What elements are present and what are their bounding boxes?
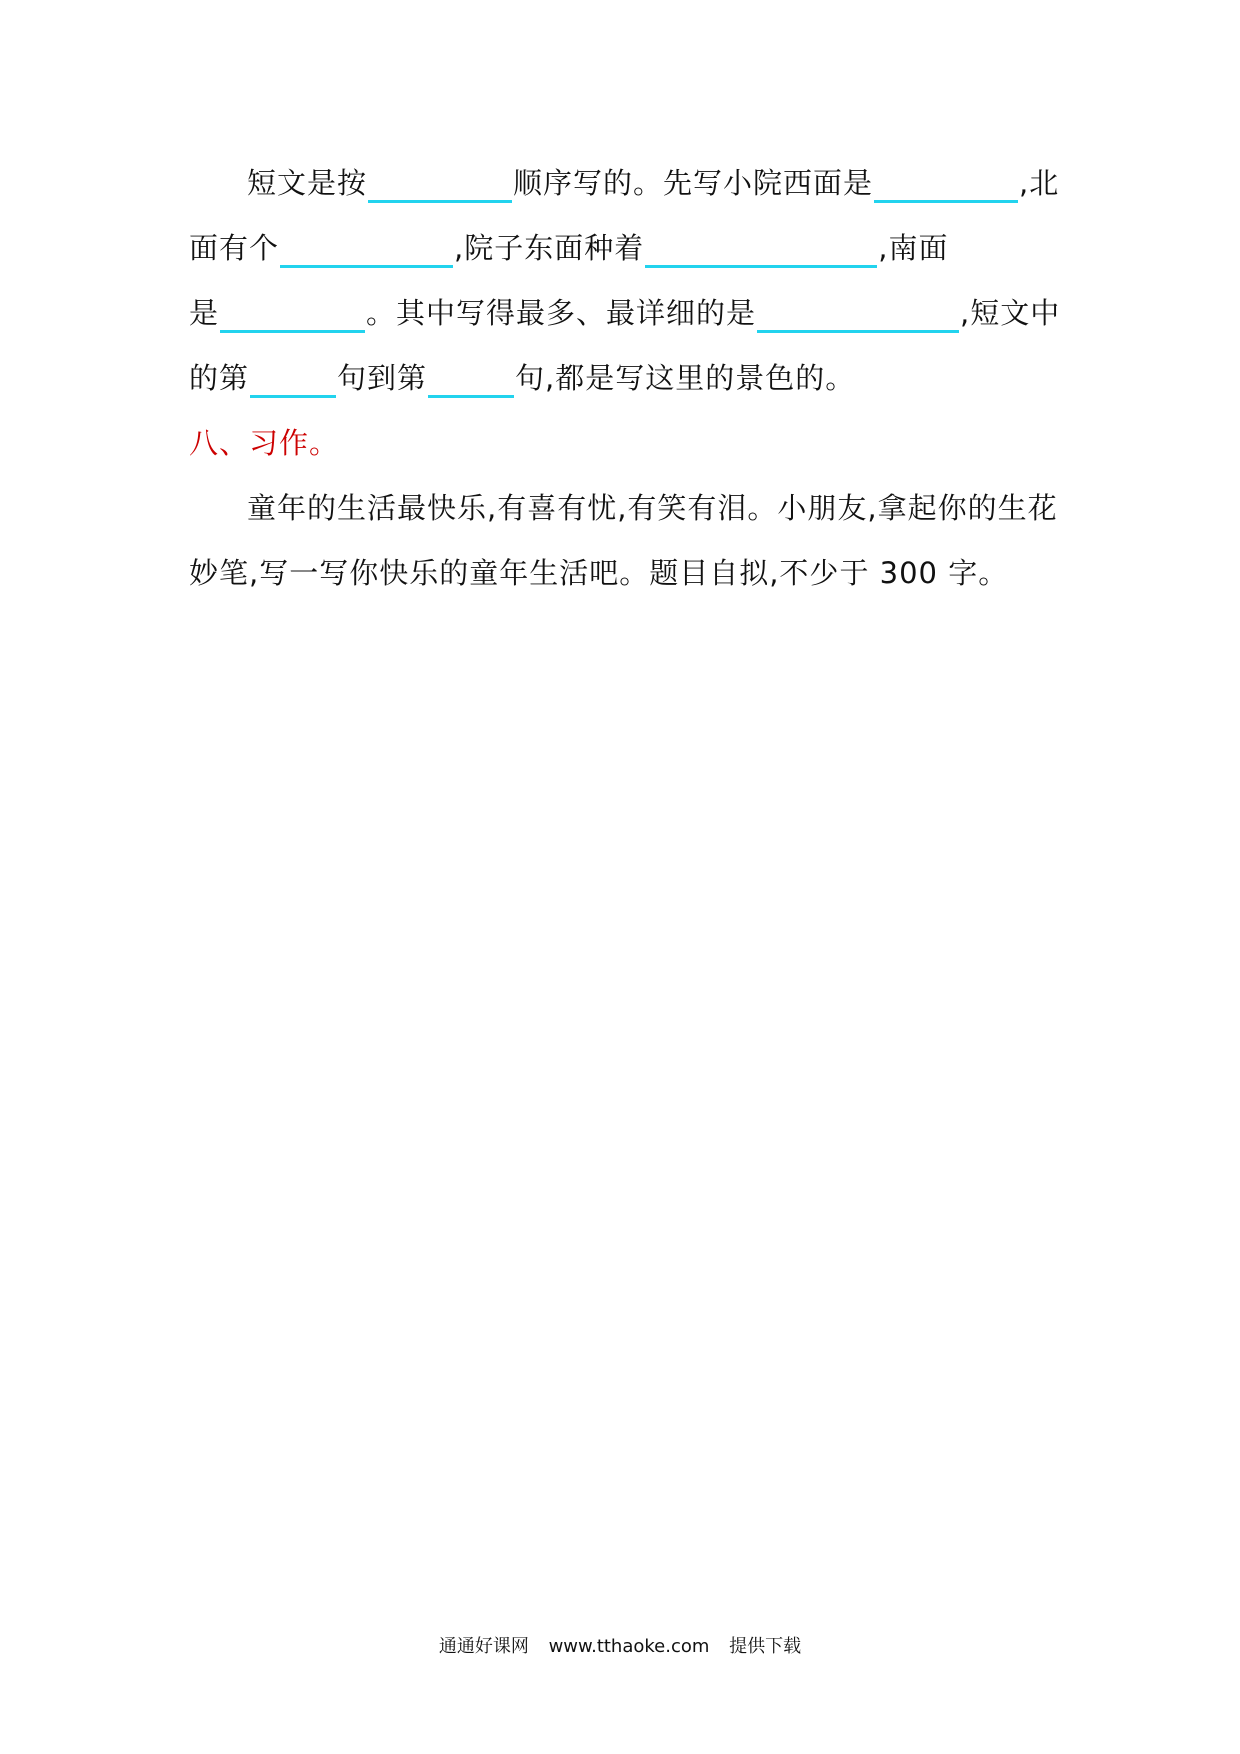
text-segment: 句到第 bbox=[337, 361, 428, 395]
text-segment: 顺序写的。先写小院西面是 bbox=[513, 166, 874, 200]
footer-suffix: 提供下载 bbox=[729, 1636, 802, 1657]
page-footer bbox=[0, 1635, 1240, 1659]
prompt-line-2: 妙笔,写一写你快乐的童年生活吧。题目自拟,不少于 300 字。 bbox=[189, 556, 1009, 590]
answer-blank[interactable] bbox=[220, 300, 365, 333]
text-segment: ,北 bbox=[1019, 166, 1060, 200]
text-segment: ,短文中 bbox=[960, 296, 1061, 330]
fill-in-line-4 bbox=[189, 358, 855, 398]
fill-in-line-2 bbox=[189, 228, 948, 268]
text-segment: 是 bbox=[189, 296, 220, 330]
answer-blank[interactable] bbox=[428, 365, 514, 398]
text-segment: 的第 bbox=[189, 361, 250, 395]
fill-in-line-1 bbox=[247, 163, 1059, 203]
answer-blank[interactable] bbox=[280, 235, 453, 268]
answer-blank[interactable] bbox=[368, 170, 512, 203]
fill-in-line-3 bbox=[189, 293, 1060, 333]
text-segment: ,南面 bbox=[878, 231, 949, 265]
answer-blank[interactable] bbox=[250, 365, 336, 398]
text-segment: 短文是按 bbox=[247, 166, 368, 200]
text-segment: 。其中写得最多、最详细的是 bbox=[366, 296, 757, 330]
answer-blank[interactable] bbox=[645, 235, 877, 268]
section-heading: 八、习作。 bbox=[189, 426, 340, 460]
text-segment: ,院子东面种着 bbox=[454, 231, 645, 265]
footer-site-name: 通通好课网 bbox=[438, 1636, 529, 1657]
text-segment: 句,都是写这里的景色的。 bbox=[515, 361, 856, 395]
prompt-line-1: 童年的生活最快乐,有喜有忧,有笑有泪。小朋友,拿起你的生花 bbox=[247, 491, 1058, 525]
text-segment: 面有个 bbox=[189, 231, 280, 265]
answer-blank[interactable] bbox=[757, 300, 959, 333]
footer-url[interactable]: www.tthaoke.com bbox=[548, 1636, 710, 1657]
answer-blank[interactable] bbox=[874, 170, 1018, 203]
